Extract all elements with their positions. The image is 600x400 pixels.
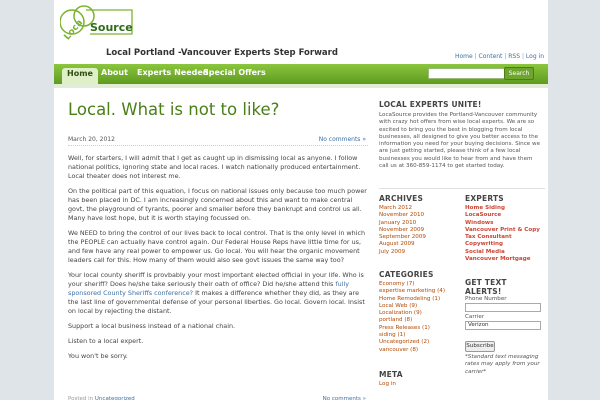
site-tagline: Local Portland -Vancouver Experts Step Forward <box>106 48 338 58</box>
divider <box>379 188 545 189</box>
top-links: Home | Content | RSS | Log in <box>454 53 544 60</box>
post-paragraph: Well, for starters, I will admit that I get as caught up in dismissing local as anyone. I follow national politics, ignoring state and local races. I watch nationally produced entertainment. Local theater does not interest me. <box>68 154 361 180</box>
intro-heading: LOCAL EXPERTS UNITE! <box>379 100 482 109</box>
category-link[interactable]: Uncategorized <box>94 396 135 400</box>
main-content <box>68 100 368 400</box>
meta-heading: META <box>379 370 403 379</box>
nav-shadow <box>54 84 548 88</box>
footer-comments-link[interactable]: No comments » <box>322 396 366 400</box>
category-item[interactable]: expertise marketing (4) <box>379 288 446 295</box>
expert-link[interactable]: Home Siding <box>465 205 505 211</box>
post-paragraph: Listen to a local expert. <box>68 337 144 345</box>
conference-link[interactable]: fully sponsored County Sheriffs conference? <box>68 280 350 297</box>
sidebar <box>379 100 547 387</box>
carrier-select[interactable]: Verizon <box>465 321 541 330</box>
expert-link[interactable]: Tax Consultant <box>465 234 512 241</box>
post-paragraph-text: Your local county sheriff is provbably your most important elected official in your life. Who is your sheriff? Does he/she take seriously their oath of office? Did he/she attend this <box>68 271 364 288</box>
nav-tab-experts-needed[interactable]: Experts Needed <box>137 68 209 77</box>
expert-link[interactable]: Windows <box>465 219 494 226</box>
sms-heading: GET TEXT ALERTS! <box>465 278 507 296</box>
expert-link[interactable]: LocaSource <box>465 212 502 219</box>
archive-link[interactable]: July 2009 <box>379 248 406 255</box>
post-paragraph: We NEED to bring the control of our lives back to local control. That is the only level in which the PEOPLE can actually have control again. Our Federal House Reps have little time for us, and few have any real power to empower us. Go local. You will hear the organic movement leaders call for this. How many of them would also see govt issues the same way too? <box>68 229 366 264</box>
post-meta <box>68 136 368 146</box>
carrier-label: Carrier <box>465 314 485 320</box>
category-item[interactable]: portland (8) <box>379 317 413 324</box>
post-date: March 20, 2012 <box>68 136 115 143</box>
categories-heading: CATEGORIES <box>379 270 434 279</box>
category-item[interactable]: Home Remodeling (1) <box>379 295 441 302</box>
archive-link[interactable]: March 2012 <box>379 205 413 211</box>
archive-link[interactable]: September 2009 <box>379 234 426 241</box>
phone-label: Phone Number <box>465 296 507 302</box>
post-footer <box>68 396 368 400</box>
header <box>54 0 548 62</box>
sms-widget <box>465 278 545 376</box>
subscribe-button[interactable]: Subscribe <box>465 341 495 352</box>
sms-note: *Standard text messaging rates may apply from your carrier* <box>465 354 540 375</box>
post-title[interactable]: Local. What is not to like? <box>68 100 280 119</box>
expert-link[interactable]: Vancouver Print & Copy <box>465 226 540 233</box>
category-item[interactable]: vancouver (8) <box>379 346 419 353</box>
expert-link[interactable]: Vancouver Mortgage <box>465 256 531 263</box>
post-paragraph: You won't be sorry. <box>68 352 128 360</box>
archives-heading: ARCHIVES <box>379 194 424 203</box>
page <box>54 0 548 400</box>
experts-heading: EXPERTS <box>465 194 504 203</box>
archive-link[interactable]: November 2009 <box>379 226 425 233</box>
archives-widget <box>379 194 455 256</box>
comments-link[interactable]: No comments » <box>318 136 366 143</box>
archive-link[interactable]: January 2010 <box>379 219 417 226</box>
post-body <box>68 154 368 367</box>
search-input[interactable] <box>428 68 506 79</box>
category-item[interactable]: Economy (7) <box>379 281 415 287</box>
nav-tab-about[interactable]: About <box>101 68 128 77</box>
category-item[interactable]: Localization (9) <box>379 310 422 317</box>
toplink-rss[interactable]: RSS <box>508 53 521 60</box>
experts-widget <box>465 194 545 263</box>
toplink-home[interactable]: Home <box>454 53 473 60</box>
expert-link[interactable]: Social Media <box>465 248 505 255</box>
nav-tab-special-offers[interactable]: Special Offers <box>203 68 266 77</box>
nav-tab-home[interactable]: Home <box>62 68 98 84</box>
meta-widget <box>379 370 459 388</box>
search-button[interactable]: Search <box>504 67 534 80</box>
category-item[interactable]: Press Releases (1) <box>379 324 430 331</box>
phone-input[interactable] <box>465 303 541 312</box>
post-paragraph <box>68 271 368 316</box>
categories-widget <box>379 270 459 354</box>
svg-text:Source: Source <box>90 21 133 34</box>
post-paragraph: Support a local business instead of a national chain. <box>68 322 236 330</box>
toplink-login[interactable]: Log in <box>525 53 544 60</box>
toplink-content[interactable]: Content <box>478 53 503 60</box>
post-paragraph-text: It makes a difference whether they did, as they are the last line of governmental defense of your personal liberties. Go local. Govern local. Insist on local by rejecting the distant. <box>68 289 365 315</box>
category-item[interactable]: siding (1) <box>379 332 406 339</box>
post-paragraph: On the political part of this equation, I focus on national issues only because too much power has been placed in DC. I am increasingly concerned about this and want to make central govt, the playground of tyrants, poorer and smaller before they bankrupt and control us all. Many have lost hope, but it is worth staying focussed on. <box>68 187 367 222</box>
posted-in-label: Posted in <box>68 396 94 400</box>
category-item[interactable]: Local Web (9) <box>379 302 418 309</box>
intro-text: LocaSource provides the Portland-Vancouver community with crazy hot offers from wise local experts. We are so excited to bring you the best in blogging from local businesses, all designed to give you better access to the information you need for your buying decisions. Since we are just getting started, please think of a few local businesses you would like to hear from and have them call us at 360-859-1174 to get started today. <box>379 112 541 170</box>
category-item[interactable]: Uncategorized (2) <box>379 339 430 346</box>
svg-text:Loca: Loca <box>62 18 86 43</box>
archive-link[interactable]: November 2010 <box>379 212 425 219</box>
meta-login-link[interactable]: Log in <box>379 381 396 387</box>
expert-link[interactable]: Copywriting <box>465 241 504 248</box>
archive-link[interactable]: August 2009 <box>379 241 415 248</box>
